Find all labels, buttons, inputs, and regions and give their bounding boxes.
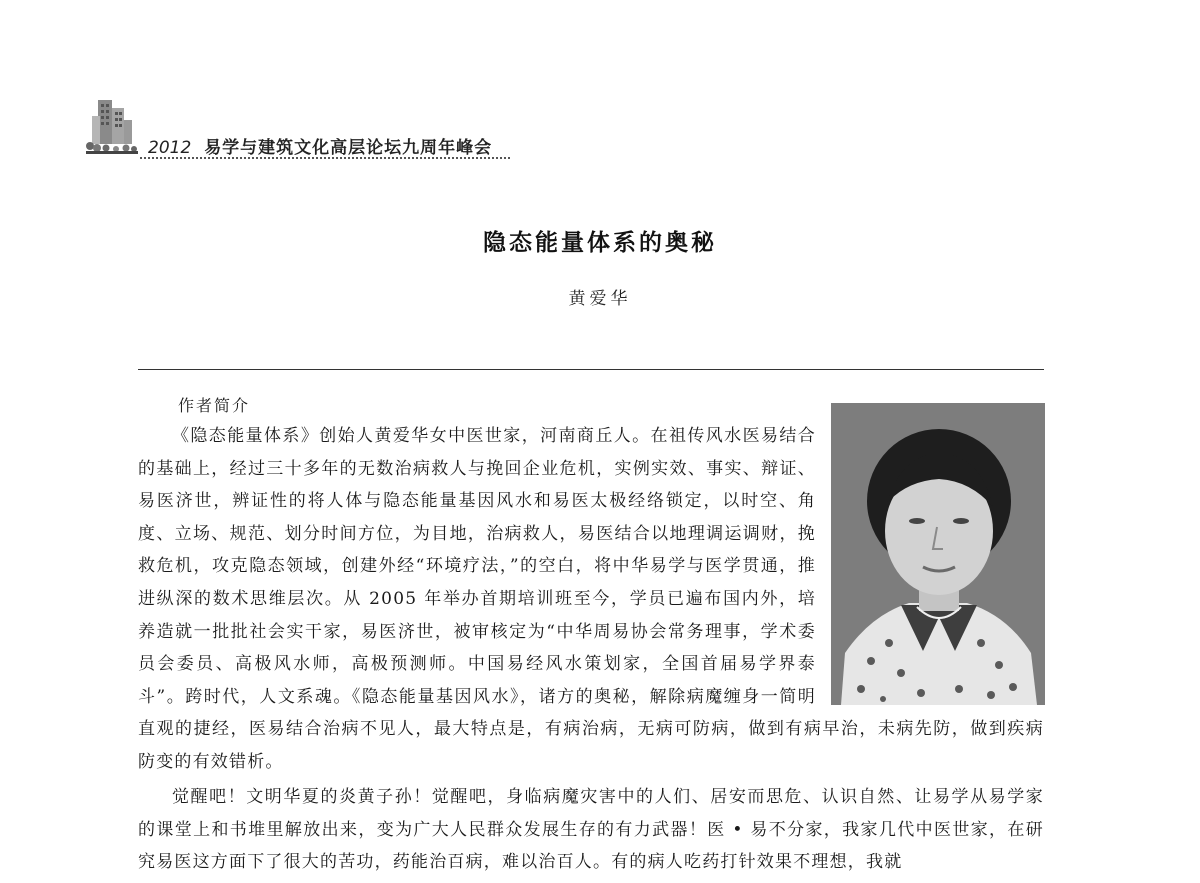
- body-paragraph-text: 觉醒吧！文明华夏的炎黄子孙！觉醒吧，身临病魔灾害中的人们、居安而思危、认识自然、让易学从易学家的课堂上和书堆里解放出来，变为广大人民群众发展生存的有力武器！医 • 易不分家，我家几代中医世家，在研究易医这方面下了很大的苦功，药能治百病，难以治百人。有的病人吃药打针效果不理想，我就: [138, 787, 1044, 873]
- building-logo-icon: [86, 94, 138, 156]
- bio-paragraph: [138, 420, 1044, 779]
- article-title: 隐态能量体系的奥秘: [483, 230, 717, 256]
- title-divider: [138, 369, 1044, 370]
- body-paragraph: [138, 781, 1044, 879]
- header-year: 2012: [148, 138, 192, 158]
- photo-placeholder-space: [830, 420, 1044, 710]
- header-divider: [140, 157, 510, 159]
- bio-text: 《隐态能量体系》创始人黄爱华女中医世家，河南商丘人。在祖传风水医易结合的基础上，经过三十多年的无数治病救人与挽回企业危机，实例实效、事实、辩证、易医济世，辨证性的将人体与隐态能量基因风水和易医太极经络锁定，以时空、角度、立场、规范、划分时间方位，为目地，治病救人，易医结合以地理调运调财，挽救危机，攻克隐态领域，创建外经“环境疗法，”的空白，将中华易学与医学贯通，推进纵深的数术思维层次。从 2005 年举办首期培训班至今，学员已遍布国内外，培养造就一批批社会实干家，易医济世，被审核定为“中华周易协会常务理事，学术委员会委员、高极风水师，高极预测师。中国易经风水策划家，全国首届易学界泰斗”。跨时代，人文系魂。《隐态能量基因风水》，诸方的奥秘，解除病魔缠身一简明直观的捷经，医易结合治病不见人，最大特点是，有病治病，无病可防病，做到有病早治，未病先防，做到疾病防变的有效错析。: [138, 426, 1044, 772]
- running-header: [148, 133, 492, 158]
- article-author: 黄爱华: [568, 289, 632, 309]
- header-conference-name: 易学与建筑文化高层论坛九周年峰会: [204, 138, 493, 158]
- bio-heading: 作者简介: [178, 396, 251, 415]
